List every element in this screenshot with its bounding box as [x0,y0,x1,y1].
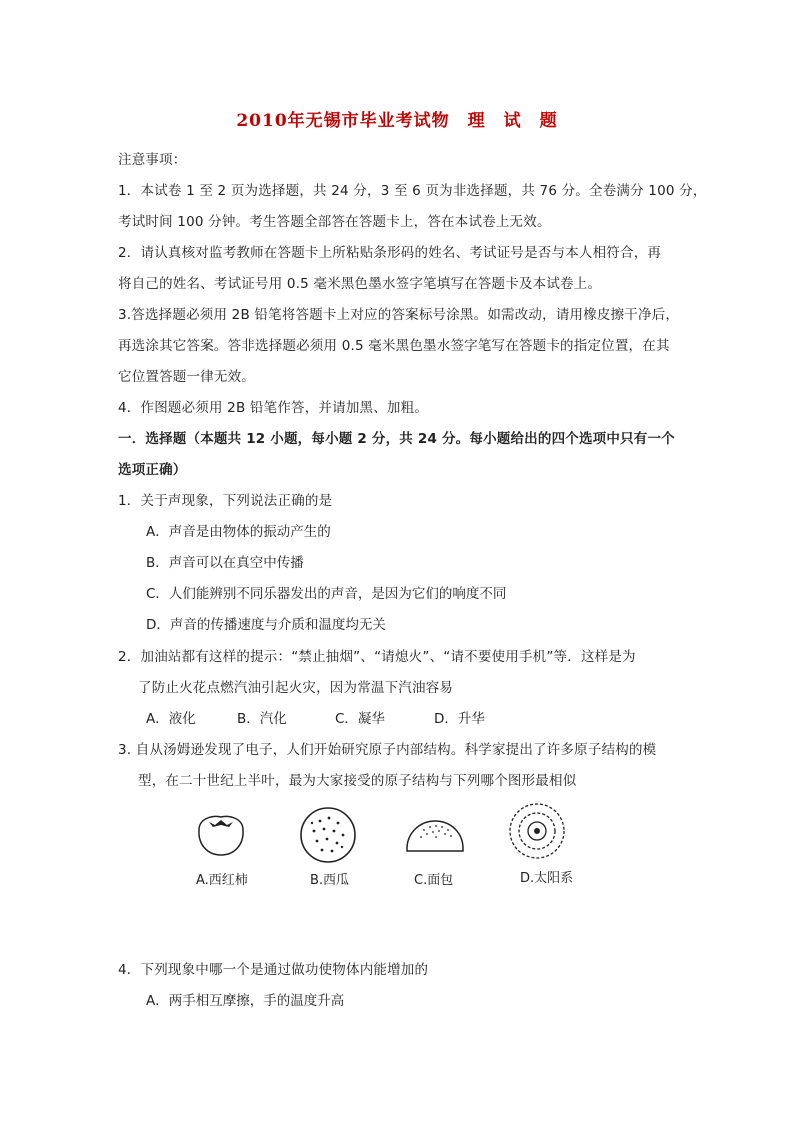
notice-line: 再选涂其它答案。答非选择题必须用 0.5 毫米黑色墨水签字笔写在答题卡的指定位置，在其 [118,338,670,354]
notice-line: 考试时间 100 分钟。考生答题全部答在答题卡上，答在本试卷上无效。 [118,214,551,230]
solar-system-icon [507,800,567,862]
figure-label-a: A.西红柿 [196,873,248,888]
page-title: 2010年无锡市毕业考试物 理 试 题 [236,111,558,131]
notice-line: 1．本试卷 1 至 2 页为选择题，共 24 分，3 至 6 页为非选择题，共 76 分。全卷满分 100 分， [118,183,707,199]
figure-label-d: D.太阳系 [520,871,574,886]
bread-icon [404,818,466,854]
question-4-option-a: A．两手相互摩擦，手的温度升高 [146,993,345,1009]
section-heading: 一．选择题（本题共 12 小题，每小题 2 分，共 24 分。每小题给出的四个选项中只有一个 [118,431,675,447]
question-1-option-b: B．声音可以在真空中传播 [146,555,304,571]
figure-label-b: B.西瓜 [310,873,350,888]
question-1-option-c: C．人们能辨别不同乐器发出的声音，是因为它们的响度不同 [146,586,507,602]
notice-line: 2．请认真核对监考教师在答题卡上所粘贴条形码的姓名、考试证号是否与本人相符合，再 [118,245,662,261]
notice-line: 3.答选择题必须用 2B 铅笔将答题卡上对应的答案标号涂黑。如需改动，请用橡皮擦干净后， [118,307,680,323]
section-heading-cont: 选项正确） [118,462,187,478]
notice-line: 它位置答题一律无效。 [118,369,255,385]
question-2-option-c: C．凝华 [335,711,385,727]
question-1-stem: 1．关于声现象，下列说法正确的是 [118,493,333,509]
question-3-stem: 3. 自从汤姆逊发现了电子，人们开始研究原子内部结构。科学家提出了许多原子结构的模 [118,742,657,758]
question-2-option-a: A．液化 [146,711,196,727]
notice-line: 4．作图题必须用 2B 铅笔作答，并请加黑、加粗。 [118,400,429,416]
watermelon-icon [298,805,358,865]
question-3-stem-cont: 型，在二十世纪上半叶，最为大家接受的原子结构与下列哪个图形最相似 [138,773,577,789]
question-1-option-d: D．声音的传播速度与介质和温度均无关 [146,617,386,633]
question-2-stem-cont: 了防止火花点燃汽油引起火灾，因为常温下汽油容易 [138,680,454,696]
question-4-stem: 4．下列现象中哪一个是通过做功使物体内能增加的 [118,962,429,978]
tomato-icon [195,812,247,858]
notice-line: 将自己的姓名、考试证号用 0.5 毫米黑色墨水签字笔填写在答题卡及本试卷上。 [118,276,602,292]
question-1-option-a: A．声音是由物体的振动产生的 [146,524,331,540]
notice-heading: 注意事项： [118,152,187,168]
question-2-stem: 2．加油站都有这样的提示：“禁止抽烟”、“请熄火”、“请不要使用手机”等．这样是为 [118,649,636,665]
figure-label-c: C.面包 [414,873,454,888]
question-2-option-d: D．升华 [434,711,485,727]
question-2-option-b: B．汽化 [237,711,287,727]
